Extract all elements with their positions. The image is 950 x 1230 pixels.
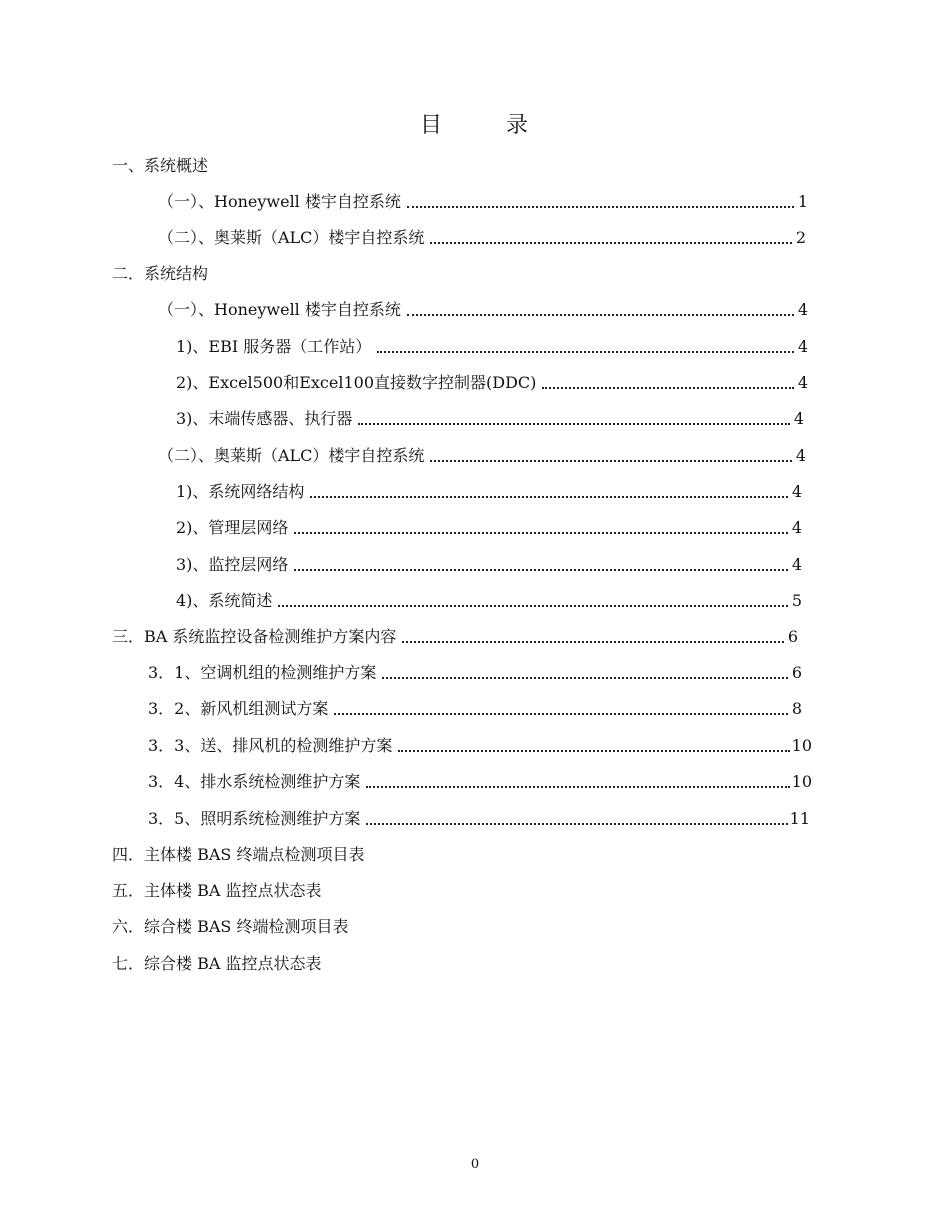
toc-section-1 [112,153,208,177]
toc-title [0,108,950,139]
toc-entry-label: （一）、Honeywell 楼宇自控系统 [158,300,401,319]
toc-entry-label: 3)、监控层网络 [176,555,289,574]
toc-page-number: 1 [797,192,808,211]
toc-entry-3-4[interactable] [148,769,812,793]
dot-leader [542,385,794,389]
toc-entry-label: 1)、系统网络结构 [176,482,305,501]
dot-leader [358,421,790,425]
toc-entry-3-2[interactable] [148,696,802,720]
toc-page-number: 10 [791,736,812,755]
toc-entry-2-2-4[interactable] [176,588,802,612]
toc-entry-1-2[interactable] [158,225,806,249]
toc-page-number: 2 [795,228,806,247]
toc-page-number: 5 [791,591,802,610]
toc-entry-2-1[interactable] [158,297,808,321]
dot-leader [366,784,789,788]
toc-title-right: 录 [506,113,531,138]
toc-entry-label: 1)、EBI 服务器（工作站） [176,337,372,356]
dot-leader [366,821,787,825]
toc-section-2 [112,261,208,285]
toc-page-number: 4 [791,518,802,537]
toc-entry-2-1-3[interactable] [176,406,804,430]
toc-entry-label: 3．5、照明系统检测维护方案 [148,809,361,828]
toc-page-number: 4 [791,555,802,574]
toc-entry-3-5[interactable] [148,806,810,830]
toc-entry-label: 4)、系统简述 [176,591,273,610]
toc-entry-label: 2)、Excel500和Excel100直接数字控制器(DDC) [176,373,537,392]
toc-page-number: 4 [797,300,808,319]
toc-entry-2-1-2[interactable] [176,370,808,394]
toc-entry-2-2-3[interactable] [176,552,802,576]
toc-entry-3-1[interactable] [148,660,802,684]
dot-leader [430,240,792,244]
toc-entry-label: 二．系统结构 [112,264,209,283]
toc-entry-label: 3．2、新风机组测试方案 [148,699,329,718]
toc-entry-2-2-2[interactable] [176,515,802,539]
toc-entry-2-1-1[interactable] [176,334,808,358]
toc-page-number: 4 [791,482,802,501]
toc-entry-label: 3．4、排水系统检测维护方案 [148,772,361,791]
toc-page-number: 10 [791,772,812,791]
toc-entry-3-3[interactable] [148,733,812,757]
toc-entry-2-2-1[interactable] [176,479,802,503]
toc-entry-label: 六．综合楼 BAS 终端检测项目表 [112,917,349,936]
page-number: 0 [470,1157,480,1172]
toc-entry-2-2[interactable] [158,443,806,467]
toc-entry-label: 3．3、送、排风机的检测维护方案 [148,736,393,755]
toc-entry-label: 五．主体楼 BA 监控点状态表 [112,881,322,900]
dot-leader [382,675,788,679]
toc-entry-label: 一、系统概述 [112,156,209,175]
dot-leader [407,312,794,316]
dot-leader [377,349,794,353]
dot-leader [402,639,784,643]
toc-section-3[interactable] [112,624,798,648]
dot-leader [407,204,794,208]
toc-page-number: 8 [791,699,802,718]
toc-section-4[interactable] [112,842,364,866]
dot-leader [334,711,788,715]
toc-page-number: 6 [791,663,802,682]
toc-page-number: 6 [787,627,798,646]
toc-section-6[interactable] [112,914,348,938]
dot-leader [310,494,788,498]
dot-leader [294,567,788,571]
toc-entry-label: 2)、管理层网络 [176,518,289,537]
toc-section-7[interactable] [112,951,322,975]
toc-entry-label: 3．1、空调机组的检测维护方案 [148,663,377,682]
toc-entry-label: 三．BA 系统监控设备检测维护方案内容 [112,627,397,646]
toc-section-5[interactable] [112,878,322,902]
toc-entry-label: （一）、Honeywell 楼宇自控系统 [158,192,401,211]
toc-page-number: 11 [789,809,810,828]
toc-entry-label: （二）、奥莱斯（ALC）楼宇自控系统 [158,228,425,247]
toc-page-number: 4 [793,409,804,428]
dot-leader [398,748,789,752]
toc-entry-label: 七．综合楼 BA 监控点状态表 [112,954,322,973]
toc-entry-1-1[interactable] [158,189,808,213]
toc-entry-label: （二）、奥莱斯（ALC）楼宇自控系统 [158,446,425,465]
toc-page-number: 4 [795,446,806,465]
toc-entry-label: 四．主体楼 BAS 终端点检测项目表 [112,845,365,864]
toc-title-left: 目 [419,113,444,138]
toc-entry-label: 3)、末端传感器、执行器 [176,409,353,428]
dot-leader [278,603,788,607]
toc-page-number: 4 [797,373,808,392]
dot-leader [294,530,788,534]
dot-leader [430,458,792,462]
toc-page-number: 4 [797,337,808,356]
